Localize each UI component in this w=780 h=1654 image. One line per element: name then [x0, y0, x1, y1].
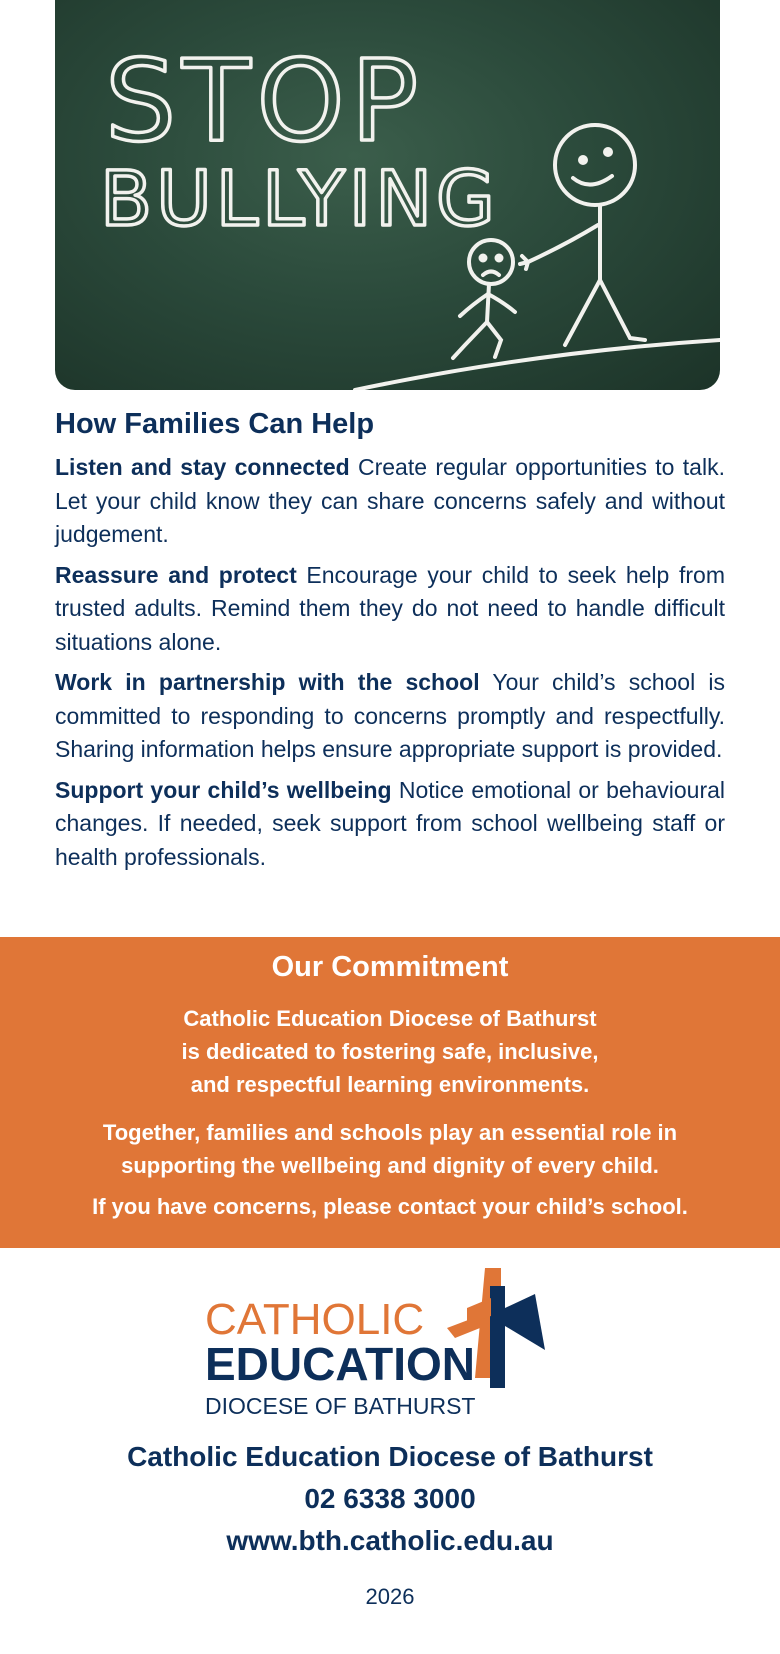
contact-block	[0, 1436, 780, 1610]
logo-word-diocese: DIOCESE OF BATHURST	[205, 1393, 476, 1418]
help-item-lead: Work in partnership with the school	[55, 669, 480, 695]
commitment-paragraph-1	[0, 1002, 780, 1101]
publication-year: 2026	[365, 1584, 415, 1609]
catholic-education-logo	[205, 1268, 575, 1418]
contact-phone[interactable]: 02 6338 3000	[304, 1483, 476, 1514]
our-commitment-banner	[0, 937, 780, 1248]
commitment-line: Catholic Education Diocese of Bathurst	[183, 1006, 597, 1031]
chalk-stop: STOP	[105, 37, 425, 167]
how-families-can-help-section	[55, 408, 725, 881]
help-item-text: Your child’s school is committed to responding to concerns promptly and respectfully. Sharing information helps ensure appropriate support is provided.	[55, 669, 725, 762]
commitment-line: supporting the wellbeing and dignity of every child.	[121, 1153, 659, 1178]
commitment-line: and respectful learning environments.	[190, 1072, 590, 1097]
help-item	[55, 559, 725, 660]
logo-word-education: EDUCATION	[205, 1338, 476, 1390]
help-item-lead: Listen and stay connected	[55, 454, 350, 480]
commitment-paragraph-3: If you have concerns, please contact your child’s school.	[92, 1194, 688, 1219]
help-item-text: Encourage your child to seek help from trusted adults. Remind them they do not need to handle difficult situations alone.	[55, 561, 725, 655]
chalk-bullying: BULLYING	[100, 154, 499, 243]
help-item	[55, 666, 725, 767]
help-item-text: Create regular opportunities to talk. Let your child know they can share concerns safely and without judgement.	[55, 454, 725, 547]
tall-figure	[520, 125, 645, 345]
logo-word-catholic: CATHOLIC	[205, 1295, 425, 1344]
contact-organisation: Catholic Education Diocese of Bathurst	[127, 1441, 653, 1472]
commitment-title: Our Commitment	[271, 951, 509, 983]
small-figure	[453, 240, 515, 358]
commitment-paragraph-2	[0, 1116, 780, 1182]
section-title-help: How Families Can Help	[55, 408, 375, 440]
contact-website-link[interactable]: www.bth.catholic.edu.au	[226, 1525, 554, 1556]
stop-bullying-image	[55, 0, 720, 390]
help-item-lead: Reassure and protect	[55, 561, 297, 588]
commitment-line: is dedicated to fostering safe, inclusive,	[181, 1039, 599, 1064]
logo-graphic	[205, 1268, 575, 1418]
commitment-line: Together, families and schools play an essential role in	[102, 1120, 678, 1145]
chalkboard-illustration	[55, 0, 720, 390]
help-item-text: Notice emotional or behavioural changes. If needed, seek support from school wellbeing staff or health professionals.	[55, 776, 726, 870]
help-item	[55, 451, 725, 552]
help-item-lead: Support your child’s wellbeing	[55, 776, 392, 803]
help-item	[55, 774, 725, 875]
